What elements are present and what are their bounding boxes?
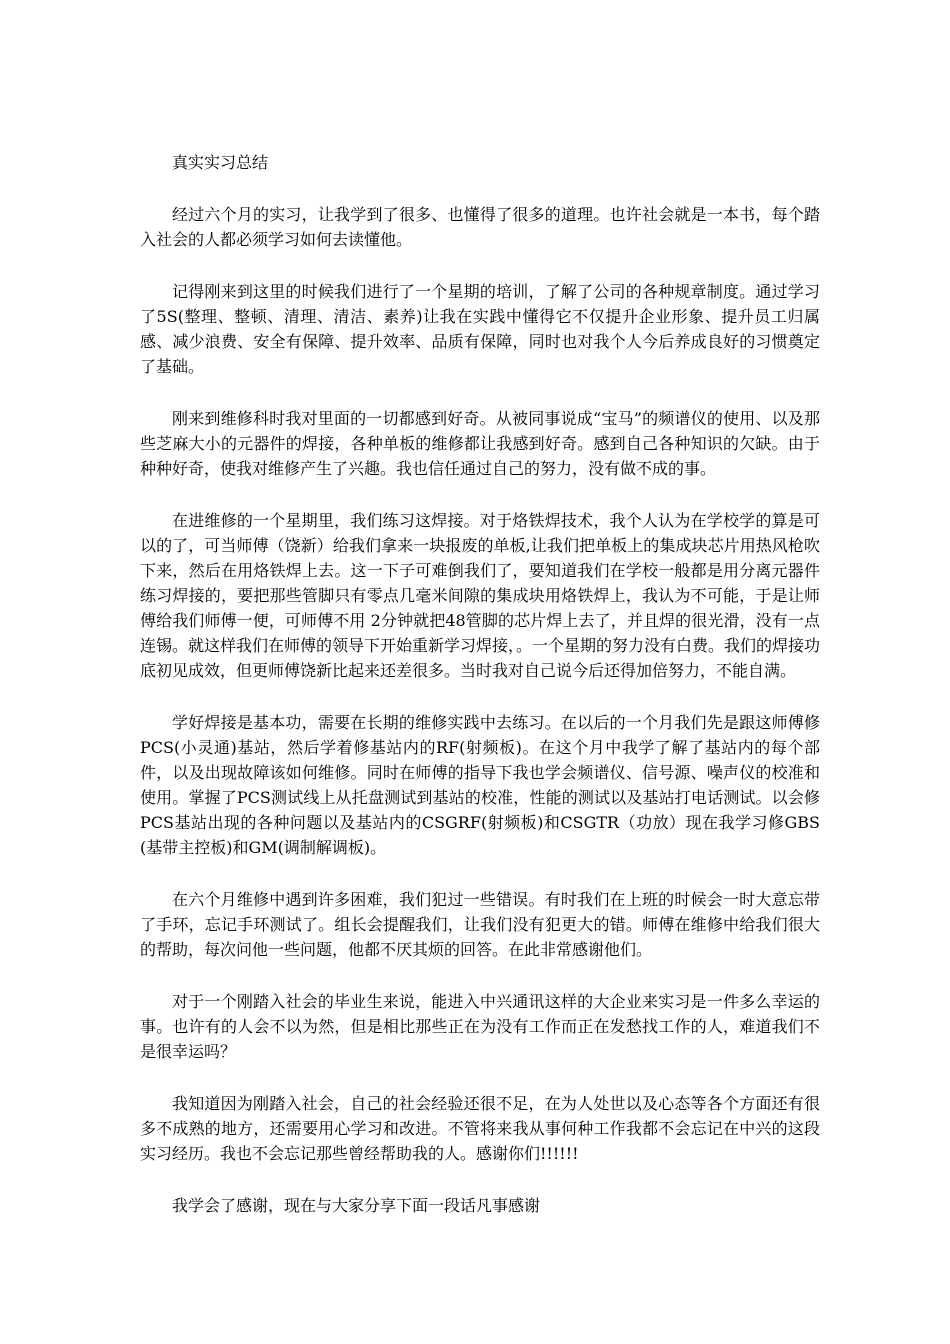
paragraph-1: 经过六个月的实习，让我学到了很多、也懂得了很多的道理。也许社会就是一本书，每个踏入社会的人都必须学习如何去读懂他。 xyxy=(140,205,820,249)
paragraph-6: 在六个月维修中遇到许多困难，我们犯过一些错误。有时我们在上班的时候会一时大意忘带了手环，忘记手环测试了。组长会提醒我们，让我们没有犯更大的错。师傅在维修中给我们很大的帮助，每次问他一些问题，他都不厌其烦的回答。在此非常感谢他们。 xyxy=(140,890,820,959)
paragraph-9: 我学会了感谢，现在与大家分享下面一段话凡事感谢 xyxy=(172,1196,541,1215)
paragraph-7: 对于一个刚踏入社会的毕业生来说，能进入中兴通讯这样的大企业来实习是一件多么幸运的事。也许有的人会不以为然，但是相比那些正在为没有工作而正在发愁找工作的人，难道我们不是很幸运吗？ xyxy=(140,992,820,1061)
paragraph-2: 记得刚来到这里的时候我们进行了一个星期的培训，了解了公司的各种规章制度。通过学习了5S(整理、整顿、清理、清洁、素养)让我在实践中懂得它不仅提升企业形象、提升员工归属感、减少浪费、安全有保障、提升效率、品质有保障，同时也对我个人今后养成良好的习惯奠定了基础。 xyxy=(140,282,820,376)
document-title: 真实实习总结 xyxy=(172,153,269,172)
paragraph-3: 刚来到维修科时我对里面的一切都感到好奇。从被同事说成“宝马”的频谱仪的使用、以及那些芝麻大小的元器件的焊接，各种单板的维修都让我感到好奇。感到自己各种知识的欠缺。由于种种好奇，使我对维修产生了兴趣。我也信任通过自己的努力，没有做不成的事。 xyxy=(140,409,820,478)
paragraph-4: 在进维修的一个星期里，我们练习这焊接。对于烙铁焊技术，我个人认为在学校学的算是可以的了，可当师傅（饶新）给我们拿来一块报废的单板,让我们把单板上的集成块芯片用热风枪吹下来，然后在用烙铁焊上去。这一下子可难倒我们了，要知道我们在学校一般都是用分离元器件练习焊接的，要把那些管脚只有零点几毫米间隙的集成块用烙铁焊上，我认为不可能，于是让师傅给我们师傅一便，可师傅不用 2分钟就把48管脚的芯片焊上去了，并且焊的很光滑，没有一点连锡。就这样我们在师傅的领导下开始重新学习焊接，。一个星期的努力没有白费。我们的焊接功底初见成效，但更师傅饶新比起来还差很多。当时我对自己说今后还得加倍努力，不能自满。 xyxy=(140,511,821,680)
document-body xyxy=(140,150,820,1245)
paragraph-5: 学好焊接是基本功，需要在长期的维修实践中去练习。在以后的一个月我们先是跟这师傅修PCS(小灵通)基站，然后学着修基站内的RF(射频板)。在这个月中我学了解了基站内的每个部件，以及出现故障该如何维修。同时在师傅的指导下我也学会频谱仪、信号源、噪声仪的校准和使用。掌握了PCS测试线上从托盘测试到基站的校准，性能的测试以及基站打电话测试。以会修PCS基站出现的各种问题以及基站内的CSGRF(射频板)和CSGTR（功放）现在我学习修GBS(基带主控板)和GM(调制解调板)。 xyxy=(140,713,820,857)
paragraph-8: 我知道因为刚踏入社会，自己的社会经验还很不足，在为人处世以及心态等各个方面还有很多不成熟的地方，还需要用心学习和改进。不管将来我从事何种工作我都不会忘记在中兴的这段实习经历。我也不会忘记那些曾经帮助我的人。感谢你们!!!!!! xyxy=(140,1094,820,1163)
